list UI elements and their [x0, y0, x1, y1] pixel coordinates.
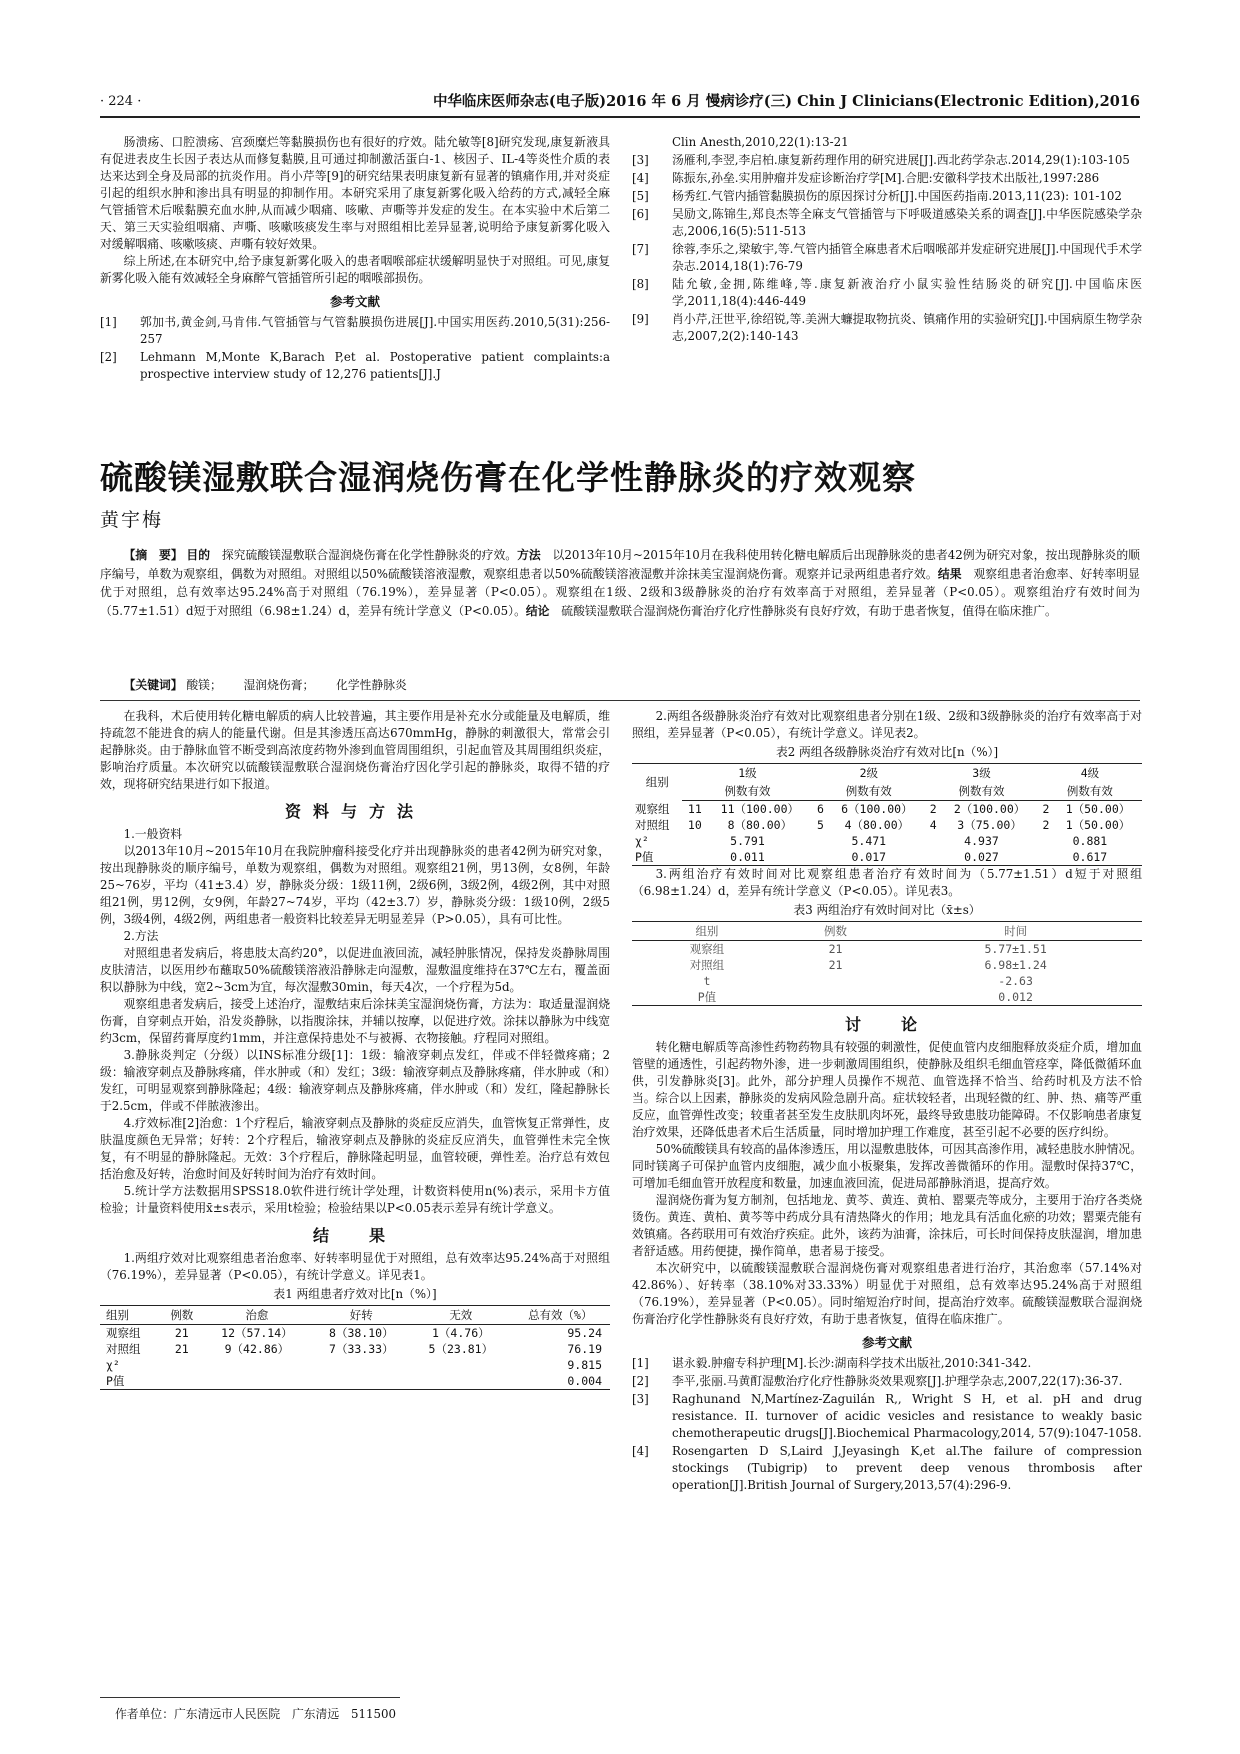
keywords-label: 【关键词】	[123, 678, 183, 692]
prev-paragraph: 肠溃疡、口腔溃疡、宫颈糜烂等黏膜损伤也有很好的疗效。陆允敏等[8]研究发现,康复新液具有促进表皮生长因子表达从而修复黏膜,且可通过抑制激活蛋白-1、核因子、IL-4等炎性介质的表达来达到全身及局部的抗炎作用。肖小芹等[9]的研究结果表明康复新有显著的镇痛作用,并对炎症引起的组织水肿和渗出具有明显的抑制作用。本研究采用了康复新雾化吸入给药的方式,减轻全麻气管插管术后喉黏膜充血水肿,从而减少咽痛、咳嗽、声嘶等并发症的发生。在本实验中术后第二天、第三天实验组咽痛、声嘶、咳嗽咳痰发生率与对照组相比差异显著,说明给予康复新雾化吸入对缓解咽痛、咳嗽咳痰、声嘶有较好效果。	[100, 135, 610, 251]
prev-article-right-column	[632, 134, 1142, 346]
refs-heading: 参考文献	[861, 1335, 912, 1350]
table-row: 对照组 21 9（42.86） 7（33.33） 5（23.81） 76.19	[106, 1342, 602, 1356]
result-paragraph: 1.两组疗效对比观察组患者治愈率、好转率明显优于对照组，总有效率达95.24%高于对照组（76.19%），差异显著（P<0.05），有统计学意义。详见表1。	[100, 1251, 610, 1282]
reference-continuation: Clin Anesth,2010,22(1):13-21	[672, 135, 849, 149]
reference-item: [4] Rosengarten D S,Laird J,Jeyasingh K,et al.The failure of compression stockings (Tubigrip) to prevent deep venous thrombosis after operation[J].British Journal of Surgery,2013,57(4):296-9.	[632, 1444, 1142, 1492]
abstract-divider	[100, 700, 1140, 701]
abstract-objective: 探究硫酸镁湿敷联合湿润烧伤膏在化学性静脉炎的疗效。	[210, 548, 518, 562]
discussion-paragraph: 本次研究中，以硫酸镁湿敷联合湿润烧伤膏对观察组患者进行治疗，其治愈率（57.14%对42.86%）、好转率（38.10%对33.33%）明显优于对照组，总有效率达95.24%高于对照组（76.19%），差异显著（P<0.05）。同时缩短治疗时间，提高治疗效率。硫酸镁湿敷联合湿润烧伤膏治疗化学性静脉炎有良好疗效，有助于患者恢复，值得在临床推广。	[632, 1261, 1142, 1326]
table-row: χ² 9.815	[106, 1358, 602, 1372]
reference-item: [8] 陆允敏,金拥,陈维峰,等.康复新液治疗小鼠实验性结肠炎的研究[J].中国临床医学,2011,18(4):446-449	[632, 277, 1142, 308]
author-affiliation: 作者单位：广东清远市人民医院 广东清远 511500	[115, 1707, 396, 1721]
method-subtitle: 2.方法	[123, 929, 159, 943]
discussion-paragraph: 湿润烧伤膏为复方制剂，包括地龙、黄芩、黄连、黄柏、罂粟壳等成分，主要用于治疗各类烧烫伤。黄连、黄柏、黄芩等中药成分具有清热降火的作用；地龙具有活血化瘀的功效；罂粟壳能有效镇痛。各药联用可有效治疗疾症。此外，该药为油膏，涂抹后，可长时间保持皮肤湿润，增加患者舒适感。用药便捷，操作简单，患者易于接受。	[632, 1193, 1142, 1258]
article-author: 黄宇梅	[100, 509, 164, 531]
table-row: 观察组 21 5.77±1.51	[689, 942, 1047, 956]
journal-name: 中华临床医师杂志(电子版)2016 年 6 月 慢病诊疗(三) Chin J Clinicians(Electronic Edition),2016	[432, 93, 1140, 110]
table-row: 对照组 21 6.98±1.24	[689, 958, 1047, 972]
abstract-results: 观察组患者治愈率、好转率明显优于对照组，总有效率达95.24%高于对照组（76.19%），差异显著（P<0.05）。观察组在1级、2级和3级静脉炎的治疗有效率高于对照组，差异显著（P<0.05）。观察组治疗有效时间为（5.77±1.51）d短于对照组（6.98±1.24）d，差异有统计学意义（P<0.05）。	[100, 566, 1140, 618]
abstract	[100, 546, 1140, 620]
discussion-heading: 讨 论	[844, 1015, 929, 1034]
abstract-label: 【摘 要】	[123, 548, 183, 562]
methods-heading: 资料与方法	[284, 802, 425, 821]
table-row: P值 0.004	[106, 1374, 602, 1388]
abstract-objective-label: 目的	[186, 548, 211, 562]
reference-item: [3] 汤雁利,李翌,李启柏.康复新药理作用的研究进展[J].西北药学杂志.2014,29(1):103-105	[632, 153, 1130, 167]
reference-item: [1] 郭加书,黄金剑,马肯伟.气管插管与气管黏膜损伤进展[J].中国实用医药.2010,5(31):256-257	[100, 315, 610, 346]
discussion-paragraph: 50%硫酸镁具有较高的晶体渗透压，用以湿敷患肢体，可因其高渗作用，减轻患肢水肿情况。同时镁离子可保护血管内皮细胞，减少血小板聚集，发挥改善微循环的作用。湿敷时保持37℃，可增加毛细血管开放程度和数量，加速血液回流，促进局部静脉消退，提高疗效。	[632, 1142, 1142, 1190]
table-row: P值 0.011 0.017 0.027 0.617	[635, 850, 1108, 864]
running-header	[100, 90, 1140, 118]
reference-item: [3] Raghunand N,Martínez-Zaguilán R,, Wright S H, et al. pH and drug resistance. II. turnover of acidic vesicles and resistance to weakly basic chemotherapeutic drugs[J].Biochemical Pharmacology,2014, 57(9):1047-1058.	[632, 1392, 1142, 1440]
abstract-methods-label: 方法	[517, 548, 541, 562]
reference-item: [2] 李平,张丽.马黄酊湿敷治疗化疗性静脉炎效果观察[J].护理学杂志,2007,22(17):36-37.	[632, 1374, 1123, 1388]
table2: 组别 1级 2级 3级 4级 例数有效 例数有效 例数有效 例数有效 观察组 11 11（100.00） 6 6（100.00） 2 2（100.00） 2 1（50.00） 对照组 10 8（80.00） 5 4（80.00） 4 3（75.00） 2 1（50.00） χ² 5.791 5.471 4.937 0.881 P值 0.011 0.017 0.027 0.617	[632, 763, 1142, 866]
table-row: 观察组 11 11（100.00） 6 6（100.00） 2 2（100.00） 2 1（50.00）	[635, 801, 1131, 816]
table-row: t -2.63	[703, 974, 1033, 988]
table2-caption: 表2 两组各级静脉炎治疗有效对比[n（%）]	[775, 745, 999, 759]
intro-paragraph: 在我科，术后使用转化糖电解质的病人比较普遍，其主要作用是补充水分或能量及电解质，维持疏忽不能进食的病人的能量代谢。但是其渗透压高达670mmHg，静脉的刺激很大，常常会引起静脉炎。由于静脉血管不断受到高浓度药物外渗到血管周围组织，引起血管及其周围组织炎症，影响治疗质量。本次研究以硫酸镁湿敷联合湿润烧伤膏治疗因化学引起的静脉炎，取得不错的疗效，现将研究结果进行如下报道。	[100, 709, 610, 791]
result-paragraph: 2.两组各级静脉炎治疗有效对比观察组患者分别在1级、2级和3级静脉炎的治疗有效率高于对照组，差异显著（P<0.05），有统计学意义。详见表2。	[632, 709, 1142, 740]
keyword: 化学性静脉炎	[336, 678, 407, 692]
keyword: 酸镁；	[186, 678, 222, 692]
abstract-conclusion-label: 结论	[525, 603, 550, 618]
reference-item: [4] 陈振东,孙垒.实用肿瘤并发症诊断治疗学[M].合肥:安徽科学技术出版社,1997:286	[632, 171, 1100, 185]
reference-item: [2] Lehmann M,Monte K,Barach P,et al. Postoperative patient complaints:a prospective interview study of 12,276 patients[J].J	[100, 350, 610, 381]
method-paragraph: 3.静脉炎判定（分级）以INS标准分级[1]：1级：输液穿刺点发红，伴或不伴轻微疼痛；2级：输液穿刺点及静脉疼痛，伴水肿或（和）发红；3级：输液穿刺点及静脉疼痛，伴水肿或（和）发红，可明显观察到静脉隆起；4级：输液穿刺点及静脉疼痛，伴水肿或（和）发红，隆起静脉长于2.5cm，伴或不伴脓液渗出。	[100, 1048, 610, 1113]
method-subtitle: 1.一般资料	[123, 827, 183, 841]
keywords	[100, 676, 1140, 694]
table3: 组别 例数 时间 观察组 21 5.77±1.51 对照组 21 6.98±1.24 t -2.63 P值 0.012	[632, 921, 1142, 1006]
prev-paragraph: 综上所述,在本研究中,给予康复新雾化吸入的患者咽喉部症状缓解明显快于对照组。可见,康复新雾化吸入能有效减轻全身麻醉气管插管所引起的咽喉部损伤。	[100, 254, 610, 285]
table1-caption: 表1 两组患者疗效对比[n（%）]	[273, 1287, 437, 1301]
method-paragraph: 对照组患者发病后，将患肢太高约20°，以促进血液回流，减轻肿胀情况，保持发炎静脉周围皮肤清洁，以医用纱布蘸取50%硫酸镁溶液沿静脉走向湿敷，湿敷温度维持在37℃左右，覆盖面积以静脉为中线，宽2~3cm为宜，每次湿敷30min，每天4次，一个疗程为5d。	[100, 946, 610, 994]
reference-item: [1] 谌永毅.肿瘤专科护理[M].长沙:湖南科学技术出版社,2010:341-342.	[632, 1356, 1032, 1370]
method-paragraph: 5.统计学方法数据用SPSS18.0软件进行统计学处理，计数资料使用n(%)表示，采用卡方值检验；计量资料使用x̄±s表示，采用t检验；检验结果以P<0.05表示差异有统计学意义。	[100, 1184, 610, 1215]
method-paragraph: 以2013年10月~2015年10月在我院肿瘤科接受化疗并出现静脉炎的患者42例为研究对象，按出现静脉炎的顺序编号，单数为观察组，偶数为对照组。观察组21例，男13例，女8例，年龄25~76岁，平均（41±3.4）岁，静脉炎分级：1级11例，2级6例，3级2例，4级2例，其中对照组21例，男12例，女9例，年龄27~74岁，平均（42±3.7）岁，静脉炎分级：1级10例，2级5例，3级4例，4级2例，两组患者一般资料比较差异无明显差异（P>0.05），具有可比性。	[100, 844, 610, 926]
article-left-column	[100, 708, 610, 1390]
table-row: χ² 5.791 5.471 4.937 0.881	[635, 834, 1108, 848]
table3-caption: 表3 两组治疗有效时间对比（x̄±s）	[793, 903, 981, 917]
footnote-divider	[100, 1697, 400, 1698]
prev-refs-heading: 参考文献	[329, 294, 380, 309]
keyword: 湿润烧伤膏；	[243, 678, 315, 692]
results-heading: 结 果	[312, 1226, 397, 1245]
result-paragraph: 3.两组治疗有效时间对比观察组患者治疗有效时间为（5.77±1.51）d短于对照组（6.98±1.24）d，差异有统计学意义（P<0.05）。详见表3。	[632, 867, 1142, 898]
reference-item: [7] 徐蓉,李乐之,梁敏宇,等.气管内插管全麻患者术后咽喉部并发症研究进展[J].中国现代手术学杂志.2014,18(1):76-79	[632, 242, 1142, 273]
article-title: 硫酸镁湿敷联合湿润烧伤膏在化学性静脉炎的疗效观察	[100, 458, 916, 497]
table-row: 对照组 10 8（80.00） 5 4（80.00） 4 3（75.00） 2 1（50.00）	[635, 818, 1131, 832]
reference-item: [9] 肖小芹,汪世平,徐绍锐,等.美洲大蠊提取物抗炎、镇痛作用的实验研究[J].中国病原生物学杂志,2007,2(2):140-143	[632, 312, 1142, 343]
page-number: · 224 ·	[100, 94, 142, 109]
table-row: P值 0.012	[697, 990, 1033, 1004]
reference-item: [6] 吴励文,陈锦生,郑良杰等全麻支气管插管与下呼吸道感染关系的调查[J].中华医院感染学杂志,2006,16(5):511-513	[632, 207, 1142, 238]
table-row: 观察组 21 12（57.14） 8（38.10） 1（4.76） 95.24	[106, 1326, 602, 1340]
prev-article-left-column	[100, 134, 610, 384]
reference-item: [5] 杨秀红.气管内插管黏膜损伤的原因探讨分析[J].中国医药指南.2013,11(23): 101-102	[632, 189, 1122, 203]
method-paragraph: 观察组患者发病后，接受上述治疗，湿敷结束后涂抹美宝湿润烧伤膏，方法为：取适量湿润烧伤膏，自穿刺点开始，沿发炎静脉，以指腹涂抹，并辅以按摩，以促进疗效。涂抹以静脉为中线宽约3cm，保留药膏厚度约1mm，并注意保持患处不与被褥、衣物接触。疗程同对照组。	[100, 997, 610, 1045]
table1: 组别 例数 治愈 好转 无效 总有效（%） 观察组 21 12（57.14） 8（38.10） 1（4.76） 95.24 对照组 21 9（42.86） 7（33.33） 5（23.81） 76.19 χ² 9.815 P值 0.004	[100, 1305, 610, 1390]
article-right-column	[632, 708, 1142, 1495]
abstract-results-label: 结果	[937, 566, 962, 581]
abstract-methods: 以2013年10月~2015年10月在我科使用转化糖电解质后出现静脉炎的患者42例为研究对象，按出现静脉炎的顺序编号，单数为观察组，偶数为对照组。对照组以50%硫酸镁溶液湿敷，观察组患者以50%硫酸镁溶液湿敷并涂抹美宝湿润烧伤膏。观察并记录两组患者疗效。	[100, 548, 1140, 581]
method-paragraph: 4.疗效标准[2]治愈：1个疗程后，输液穿刺点及静脉的炎症反应消失，血管恢复正常弹性，皮肤温度颜色无异常；好转：2个疗程后，输液穿刺点及静脉的炎症反应消失，血管弹性未完全恢复，有不明显的静脉隆起。无效：3个疗程后，静脉隆起明显，血管较硬，弹性差。治疗总有效包括治愈及好转，治愈时间及好转时间为治疗有效时间。	[100, 1116, 610, 1181]
discussion-paragraph: 转化糖电解质等高渗性药物药物具有较强的刺激性，促使血管内皮细胞释放炎症介质，增加血管壁的通透性，引起药物外渗，进一步刺激周围组织，使静脉及组织毛细血管痉挛，降低微循环血供，引发静脉炎[3]。此外，部分护理人员操作不规范、血管选择不恰当、给药时机及方法不恰当。综合以上因素，静脉炎的发病风险急剧升高。症状较轻者，出现轻微的红、肿、热、痛等严重反应，血管弹性改变；较重者甚至发生皮肤肌肉坏死，最终导致患肢功能障碍。不仅影响患者康复治疗效果，还降低患者术后生活质量，同时增加护理工作难度，甚至引起不必要的医疗纠纷。	[632, 1040, 1142, 1139]
abstract-conclusion: 硫酸镁湿敷联合湿润烧伤膏治疗化疗性静脉炎有良好疗效，有助于患者恢复，值得在临床推广。	[549, 603, 1057, 618]
